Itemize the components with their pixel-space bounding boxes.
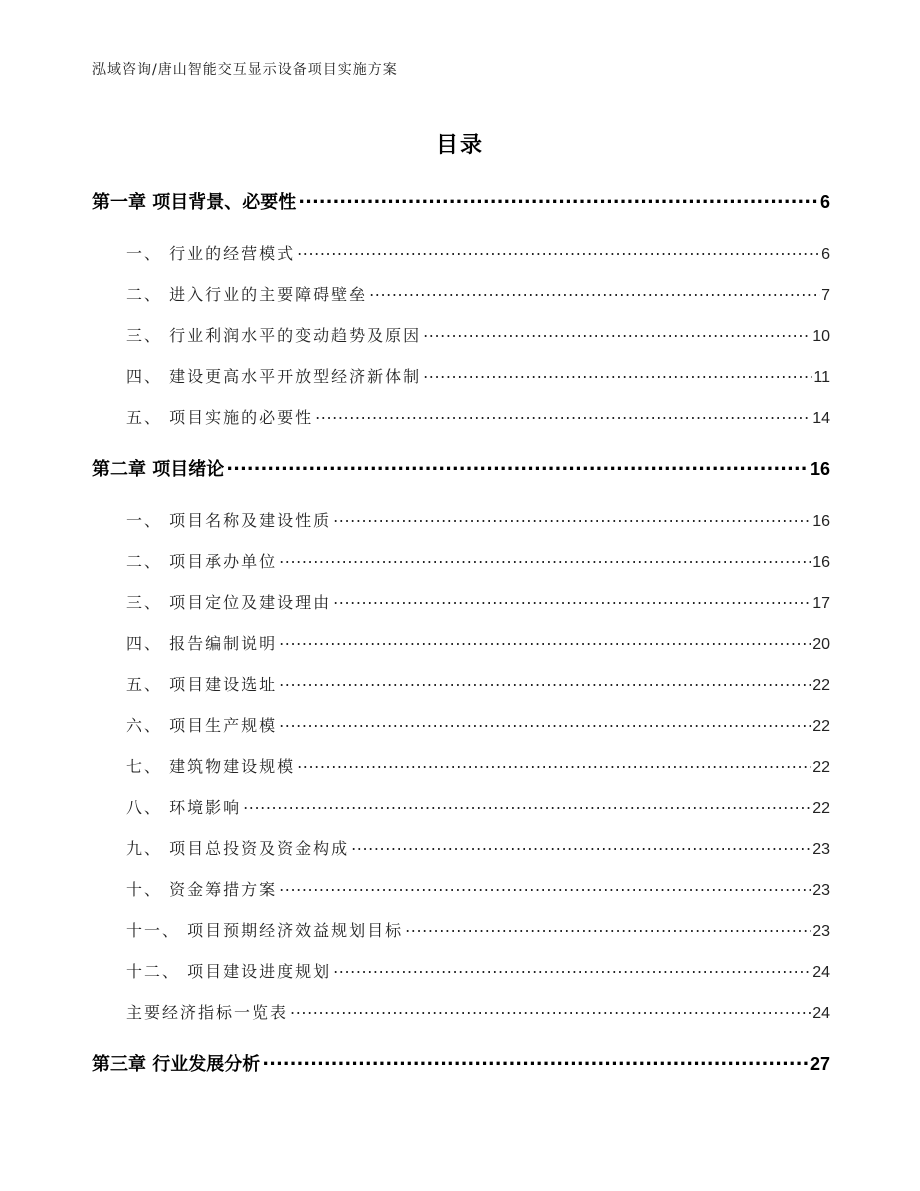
- dot-leader: [262, 1048, 809, 1070]
- toc-title: 目录: [435, 133, 484, 158]
- toc-entry-label: 主要经济指标一览表: [126, 1003, 289, 1023]
- toc-entry-label: 八、 环境影响: [126, 798, 242, 818]
- dot-leader: [405, 917, 811, 936]
- dot-leader: [333, 958, 811, 977]
- toc-section-entry[interactable]: [92, 753, 830, 777]
- toc-page-number: 6: [821, 246, 830, 264]
- toc-page-number: 6: [819, 191, 830, 212]
- toc-section-entry[interactable]: [92, 240, 830, 264]
- toc-page-number: 22: [812, 800, 830, 818]
- toc-entry-label: 六、 项目生产规模: [126, 716, 278, 736]
- running-header: 泓域咨询/唐山智能交互显示设备项目实施方案: [92, 62, 398, 78]
- toc-page-number: 16: [812, 513, 830, 531]
- toc-page-number: 16: [809, 458, 830, 479]
- dot-leader: [369, 281, 820, 300]
- toc-entry-label: 第二章 项目绪论: [92, 458, 225, 480]
- toc-entry-label: 一、 项目名称及建设性质: [126, 511, 332, 531]
- toc-section-entry[interactable]: [92, 671, 830, 695]
- toc-page-number: 22: [812, 759, 830, 777]
- toc-chapter-entry[interactable]: [92, 1048, 830, 1076]
- toc-page-number: 7: [821, 287, 830, 305]
- toc-section-entry[interactable]: [92, 322, 830, 346]
- toc-page-number: 23: [812, 841, 830, 859]
- toc-section-entry[interactable]: [92, 507, 830, 531]
- toc-page-number: 10: [812, 328, 830, 346]
- toc-page-number: 23: [812, 923, 830, 941]
- toc-entry-label: 五、 项目建设选址: [126, 675, 278, 695]
- toc-section-entry[interactable]: [92, 363, 830, 387]
- dot-leader: [351, 835, 811, 854]
- toc-chapter-entry[interactable]: [92, 453, 830, 481]
- toc-section-entry[interactable]: [92, 999, 830, 1023]
- toc-entry-label: 五、 项目实施的必要性: [126, 408, 314, 428]
- toc-page-number: 17: [812, 595, 830, 613]
- toc-entry-label: 一、 行业的经营模式: [126, 244, 296, 264]
- dot-leader: [423, 322, 811, 341]
- toc-entry-label: 三、 行业利润水平的变动趋势及原因: [126, 326, 422, 346]
- toc-section-entry[interactable]: [92, 712, 830, 736]
- toc-page-number: 20: [812, 636, 830, 654]
- toc-page-number: 14: [812, 410, 830, 428]
- toc-section-entry[interactable]: [92, 835, 830, 859]
- toc-entry-label: 第三章 行业发展分析: [92, 1053, 261, 1075]
- toc-entry-label: 二、 进入行业的主要障碍壁垒: [126, 285, 368, 305]
- toc-section-entry[interactable]: [92, 958, 830, 982]
- dot-leader: [279, 548, 811, 567]
- toc-section-entry[interactable]: [92, 281, 830, 305]
- toc-page-number: 24: [812, 1005, 830, 1023]
- dot-leader: [279, 876, 811, 895]
- toc-entry-label: 二、 项目承办单位: [126, 552, 278, 572]
- toc-chapter-entry[interactable]: [92, 186, 830, 214]
- toc-page-number: 11: [813, 369, 830, 387]
- toc-entry-label: 十一、 项目预期经济效益规划目标: [126, 921, 404, 941]
- toc-entry-label: 九、 项目总投资及资金构成: [126, 839, 350, 859]
- dot-leader: [423, 363, 812, 382]
- toc-entry-label: 第一章 项目背景、必要性: [92, 191, 297, 213]
- dot-leader: [333, 507, 811, 526]
- toc-entry-label: 十二、 项目建设进度规划: [126, 962, 332, 982]
- toc-section-entry[interactable]: [92, 589, 830, 613]
- dot-leader: [279, 630, 811, 649]
- toc-entry-label: 四、 报告编制说明: [126, 634, 278, 654]
- dot-leader: [279, 671, 811, 690]
- dot-leader: [290, 999, 811, 1018]
- dot-leader: [297, 753, 811, 772]
- dot-leader: [315, 404, 811, 423]
- toc-section-entry[interactable]: [92, 917, 830, 941]
- toc-entry-label: 七、 建筑物建设规模: [126, 757, 296, 777]
- dot-leader: [243, 794, 811, 813]
- toc-page-number: 24: [812, 964, 830, 982]
- toc-entry-label: 十、 资金筹措方案: [126, 880, 278, 900]
- dot-leader: [297, 240, 820, 259]
- dot-leader: [226, 453, 809, 475]
- toc-page-number: 16: [812, 554, 830, 572]
- toc-section-entry[interactable]: [92, 876, 830, 900]
- toc-section-entry[interactable]: [92, 794, 830, 818]
- toc-section-entry[interactable]: [92, 404, 830, 428]
- toc-entry-label: 三、 项目定位及建设理由: [126, 593, 332, 613]
- dot-leader: [333, 589, 811, 608]
- dot-leader: [279, 712, 811, 731]
- toc-entry-label: 四、 建设更高水平开放型经济新体制: [126, 367, 422, 387]
- toc-page-number: 22: [812, 718, 830, 736]
- toc-page-number: 27: [809, 1053, 830, 1074]
- toc-section-entry[interactable]: [92, 548, 830, 572]
- toc-section-entry[interactable]: [92, 630, 830, 654]
- toc-page-number: 22: [812, 677, 830, 695]
- toc-page-number: 23: [812, 882, 830, 900]
- dot-leader: [298, 186, 819, 208]
